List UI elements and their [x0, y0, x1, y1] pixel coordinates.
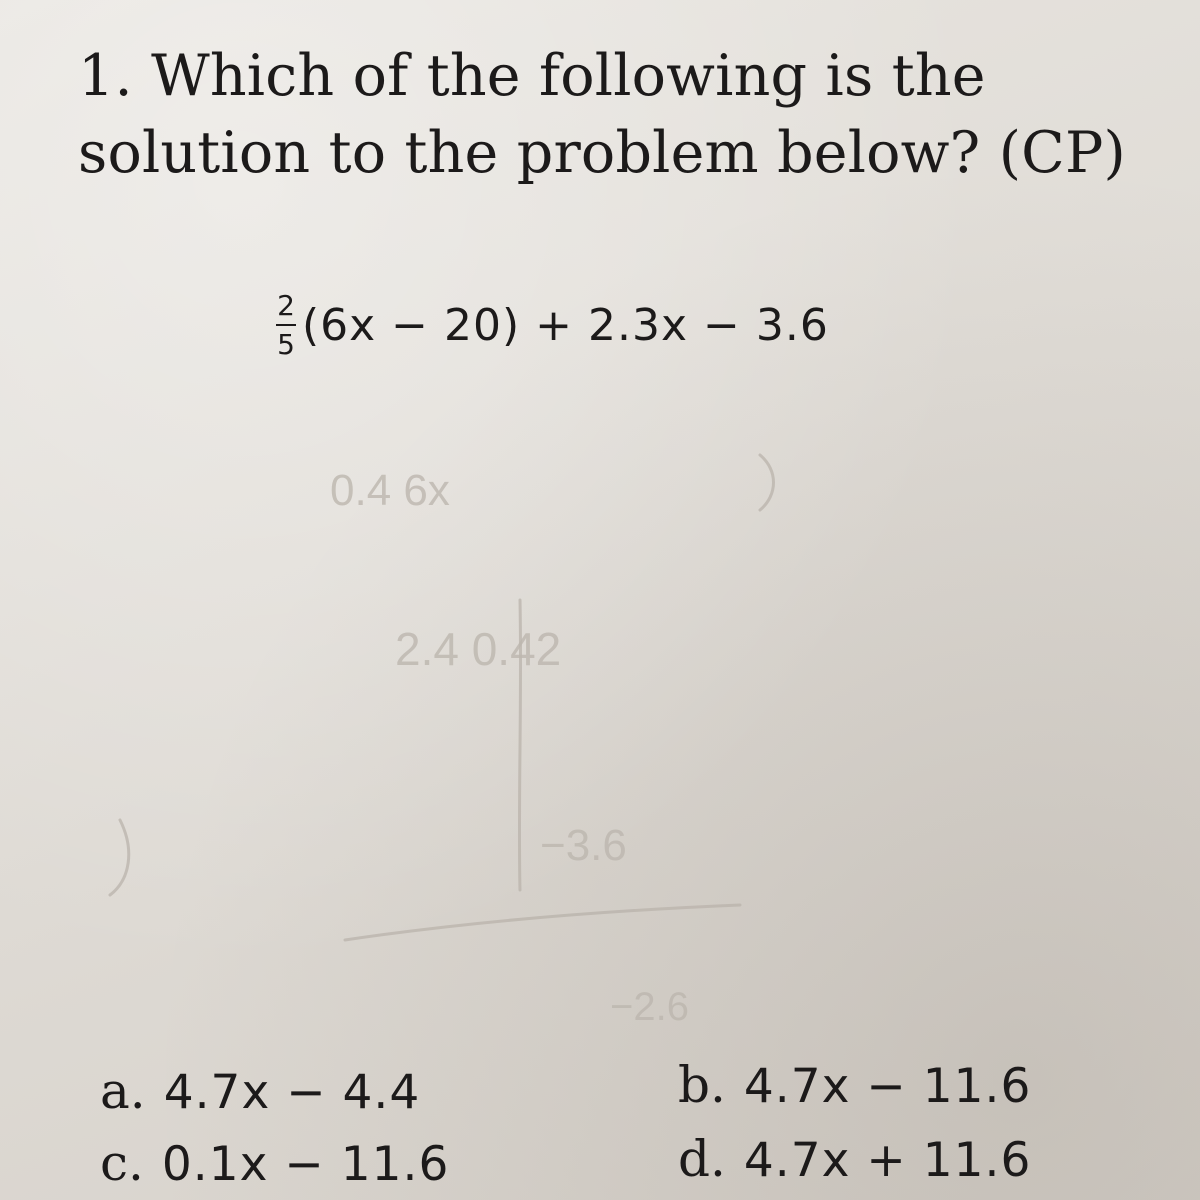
scratch-paren	[760, 455, 774, 510]
scratch-underline	[345, 905, 740, 940]
fraction-denominator: 5	[277, 327, 295, 361]
fraction-numerator: 2	[277, 288, 295, 322]
question-text	[78, 38, 1126, 192]
scratch-text-1: 0.4 6x	[330, 466, 450, 515]
fraction-two-fifths	[276, 288, 296, 361]
choice-a	[100, 1062, 420, 1120]
equation-expression: (6x − 20) + 2.3x − 3.6	[302, 299, 829, 351]
choice-b-text: 4.7x − 11.6	[743, 1059, 1032, 1114]
scratch-text-2: 2.4 0.42	[395, 623, 562, 675]
scratch-vertical-line	[519, 600, 520, 890]
choice-c-text: 0.1x − 11.6	[161, 1137, 450, 1192]
question-line-1: 1. Which of the following is the	[78, 43, 986, 109]
choice-a-text: 4.7x − 4.4	[163, 1065, 421, 1120]
choice-b-letter: b.	[678, 1056, 726, 1114]
scratch-text-3: −3.6	[540, 821, 627, 870]
question-line-2: solution to the problem below? (CP)	[78, 120, 1126, 186]
choice-c	[100, 1134, 449, 1192]
choice-d-letter: d.	[678, 1130, 726, 1188]
choice-a-letter: a.	[100, 1062, 146, 1120]
fraction-bar	[276, 324, 296, 326]
choice-d-text: 4.7x + 11.6	[743, 1133, 1032, 1188]
choice-c-letter: c.	[100, 1134, 144, 1192]
scratch-text-4: −2.6	[610, 985, 689, 1029]
choice-d	[678, 1130, 1031, 1188]
choice-b	[678, 1056, 1031, 1114]
scratch-curve-left	[110, 820, 129, 895]
problem-equation	[276, 270, 829, 380]
